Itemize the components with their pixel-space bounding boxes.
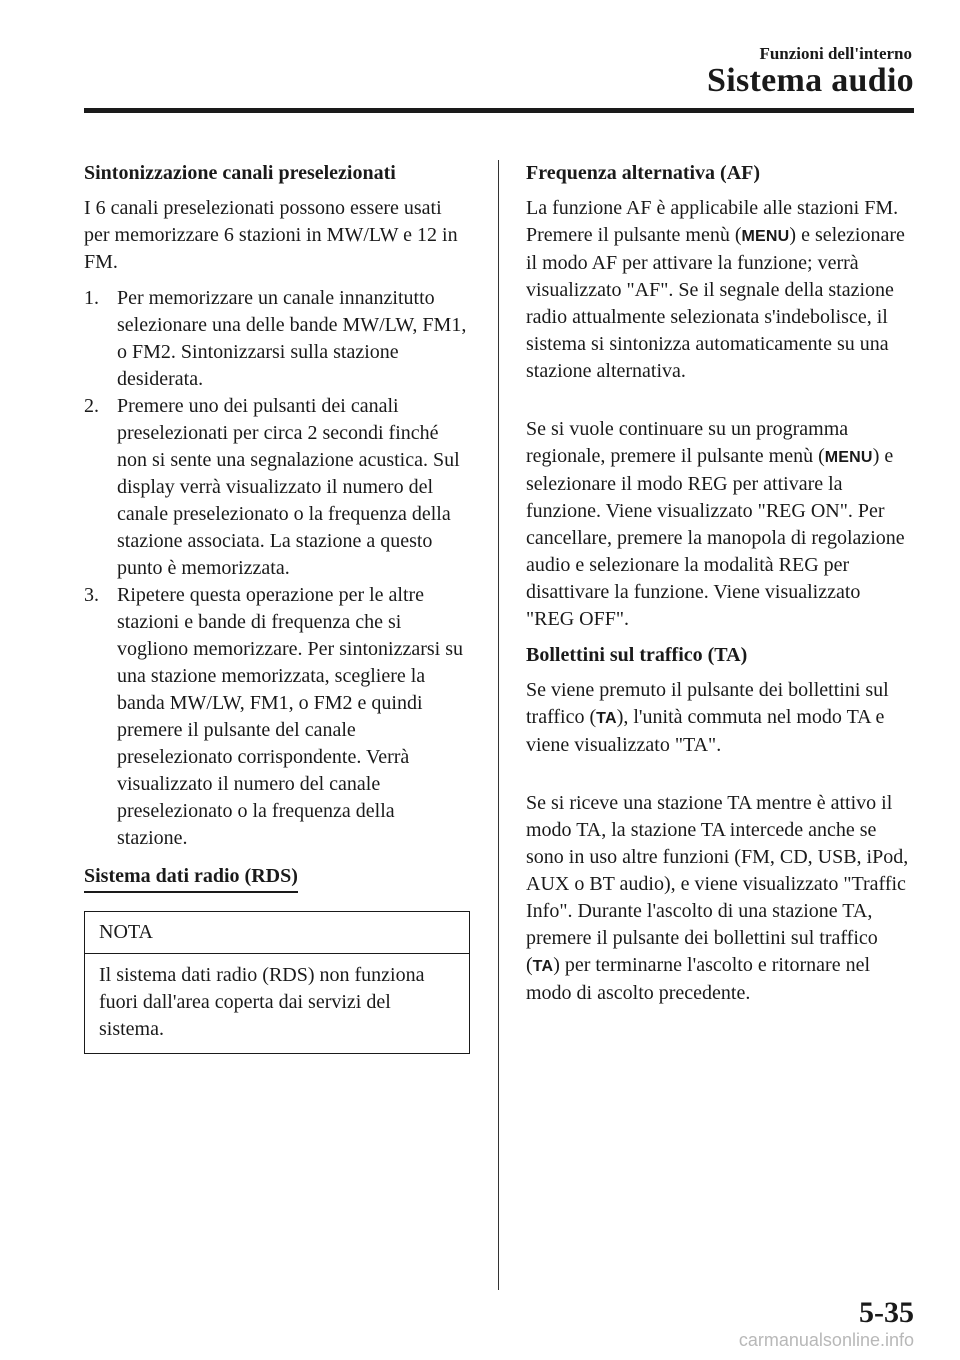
preset-steps <box>84 285 470 852</box>
ta-button-icon: TA <box>596 710 617 727</box>
paragraph-gap <box>526 768 912 790</box>
text-run: ) e selezionare il modo AF per attivare la funzione; verrà visualizzato "AF". Se il segnale della stazione radio attualmente selezionata s'indebolisce, il sistema si sintonizza automaticamente su una stazione alternativa. <box>526 224 905 382</box>
ta-paragraph-1 <box>526 677 912 759</box>
af-paragraph-1 <box>526 195 912 385</box>
step-text: Ripetere questa operazione per le altre stazioni e bande di frequenza che si vogliono memorizzare. Per sintonizzarsi su una stazione memorizzata, scegliere la banda MW/LW, FM1, o FM2 e quindi premere il pulsante del canale preselezionato corrispondente. Verrà visualizzato il numero del canale preselezionato o la frequenza della stazione. <box>117 584 464 849</box>
header-rule <box>84 108 914 113</box>
note-body: Il sistema dati radio (RDS) non funziona fuori dall'area coperta dai servizi del sistema. <box>99 964 425 1040</box>
step-text: Premere uno dei pulsanti dei canali preselezionati per circa 2 secondi finché non si sente una segnalazione acustica. Sul display verrà visualizzato il numero del canale preselezionato o la frequenza della stazione associata. La stazione a questo punto è memorizzata. <box>117 395 460 579</box>
text-run: ) e selezionare il modo REG per attivare la funzione. Viene visualizzato "REG ON". Per cancellare, premere la manopola di regolazione audio e selezionare la modalità REG per disattivare la funzione. Viene visualizzato "REG OFF". <box>526 445 905 630</box>
menu-button-icon: MENU <box>741 228 790 245</box>
note-box <box>84 911 470 1054</box>
rds-heading: Sistema dati radio (RDS) <box>84 863 298 893</box>
step-item <box>84 393 470 582</box>
column-divider <box>498 160 499 1290</box>
paragraph-gap <box>526 394 912 416</box>
step-number: 2. <box>84 395 99 417</box>
step-text: Per memorizzare un canale innanzitutto selezionare una delle bande MW/LW, FM1, o FM2. Sintonizzarsi sulla stazione desiderata. <box>117 287 467 390</box>
step-item <box>84 582 470 852</box>
text-run: Se si vuole continuare su un programma regionale, premere il pulsante menù ( <box>526 418 849 467</box>
preset-heading: Sintonizzazione canali preselezionati <box>84 162 396 184</box>
text-run: ) per terminarne l'ascolto e ritornare nel modo di ascolto precedente. <box>526 954 871 1004</box>
step-number: 1. <box>84 287 99 309</box>
chapter-title: Funzioni dell'interno <box>759 44 912 63</box>
ta-button-icon: TA <box>532 958 554 975</box>
text-run: ), l'unità commuta nel modo TA e viene visualizzato "TA". <box>526 706 885 756</box>
page-number: 5-35 <box>859 1296 914 1329</box>
right-column <box>526 160 912 1016</box>
left-column <box>84 160 470 1054</box>
ta-heading: Bollettini sul traffico (TA) <box>526 644 748 666</box>
text-run: Se si riceve una stazione TA mentre è attivo il modo TA, la stazione TA intercede anche se sono in uso altre funzioni (FM, CD, USB, iPod, AUX o BT audio), e viene visualizzato "Traffic Info". Durante l'ascolto di una stazione TA, premere il pulsante dei bollettini sul traffico ( <box>526 792 909 976</box>
section-title: Sistema audio <box>707 62 914 99</box>
preset-intro: I 6 canali preselezionati possono essere usati per memorizzare 6 stazioni in MW/LW e 12 in FM. <box>84 197 458 273</box>
af-paragraph-2 <box>526 416 912 633</box>
step-number: 3. <box>84 584 99 606</box>
watermark: carmanualsonline.info <box>738 1330 914 1350</box>
step-item <box>84 285 470 393</box>
text-run: Se viene premuto il pulsante dei bollettini sul traffico ( <box>526 679 889 728</box>
text-run: La funzione AF è applicabile alle stazioni FM. Premere il pulsante menù ( <box>526 197 899 246</box>
af-heading: Frequenza alternativa (AF) <box>526 162 761 184</box>
ta-paragraph-2 <box>526 790 912 1007</box>
menu-button-icon: MENU <box>824 449 873 466</box>
note-title: NOTA <box>85 912 469 954</box>
